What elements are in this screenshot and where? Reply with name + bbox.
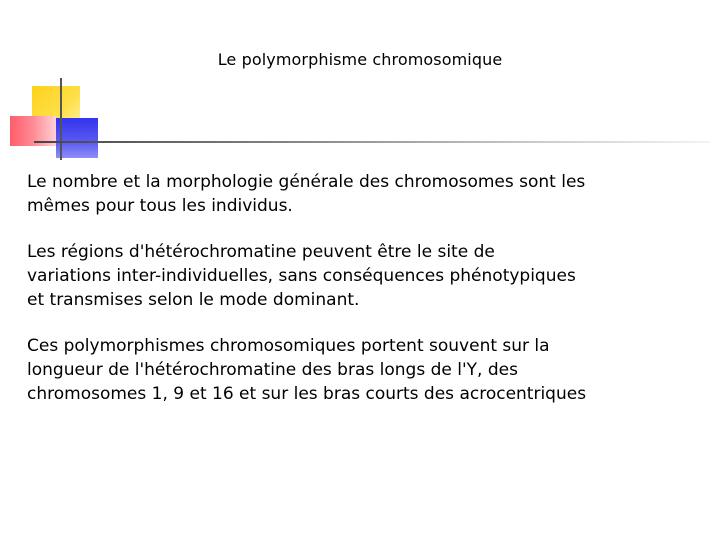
body-paragraph: Les régions d'hétérochromatine peuvent être le site de variations inter-individuelles, sans conséquences phénotypiques et transmises selon le mode dominant. <box>27 242 576 310</box>
blue-square-decoration <box>56 118 98 158</box>
body-paragraph: Ces polymorphismes chromosomiques portent souvent sur la longueur de l'hétérochromatine des bras longs de l'Y, des chromosomes 1, 9 et 16 et sur les bras courts des acrocentriques <box>27 336 587 404</box>
horizontal-rule <box>34 141 710 143</box>
vertical-rule <box>60 78 62 160</box>
body-paragraph: Le nombre et la morphologie générale des chromosomes sont les mêmes pour tous les individus. <box>27 172 586 216</box>
slide-body <box>27 170 697 428</box>
slide-title: Le polymorphisme chromosomique <box>217 50 503 69</box>
